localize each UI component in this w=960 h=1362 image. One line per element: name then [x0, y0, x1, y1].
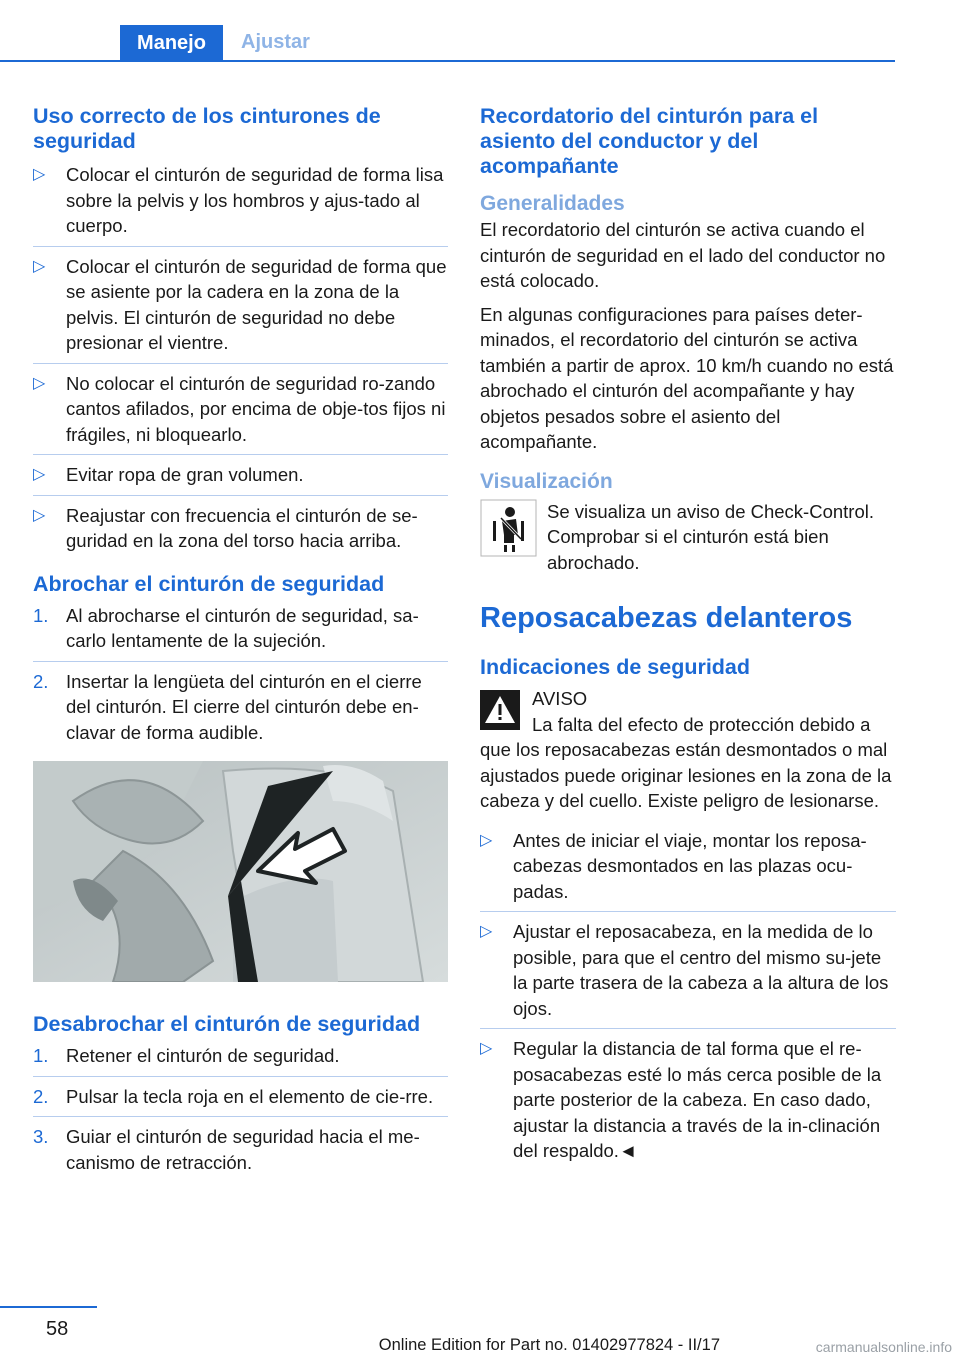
list-item-text: Regular la distancia de tal forma que el re-posacabezas esté lo más cerca posible de la parte posterior de la cabeza. En caso dado, ajustar la distancia a través de la in-clinación del respaldo.◄ [513, 1038, 882, 1161]
triangle-right-icon: ▷ [33, 374, 46, 392]
edition-note: Online Edition for Part no. 01402977824 - II/17 [378, 1336, 720, 1354]
seat-illustration [33, 761, 448, 982]
divider [480, 1028, 896, 1029]
display-text: Se visualiza un aviso de Check-Control. Comprobar si el cinturón está bien abrochado. [547, 500, 874, 573]
headrest-list [480, 828, 896, 1164]
list-item [33, 371, 448, 448]
step-number: 2. [33, 1085, 49, 1107]
divider [33, 1076, 448, 1077]
divider [480, 911, 896, 912]
seatbelt-warning-icon [480, 499, 537, 557]
list-item-text: Ajustar el reposacabeza, en la medida de lo posible, para que el centro del mismo su-jete la parte trasera de la cabeza a la altura de los ojos. [513, 921, 889, 1019]
triangle-right-icon: ▷ [33, 257, 46, 275]
divider [33, 363, 448, 364]
subsection-title-general: Generalidades [480, 192, 625, 215]
list-item [480, 1036, 896, 1164]
warning-text: La falta del efecto de protección debido a que los reposacabezas están desmontados o mal ajustados puede originar lesiones en la zona de la cabeza y del cuello. Existe peligro de lesionarse. [480, 713, 892, 811]
step-text: Insertar la lengüeta del cinturón en el cierre del cinturón. El cierre del cinturón debe en-clavar de forma audible. [66, 670, 422, 743]
step-item [33, 603, 448, 654]
list-item-text: No colocar el cinturón de seguridad ro-zando cantos afilados, por encima de obje-tos fijos ni frágiles, ni bloquearlo. [66, 372, 446, 445]
list-item [33, 254, 448, 356]
left-column [33, 100, 448, 1175]
fasten-steps [33, 603, 448, 746]
tab-bar-rule [0, 60, 895, 62]
list-item [33, 462, 448, 488]
list-item [33, 162, 448, 239]
list-item [33, 503, 448, 554]
paragraph-general-1: El recordatorio del cinturón se activa cuando el cinturón de seguridad en el lado del conductor no está colocado. [480, 219, 886, 291]
list-item [480, 919, 896, 1021]
step-item [33, 1124, 448, 1175]
step-item [33, 1084, 448, 1110]
triangle-right-icon: ▷ [480, 831, 493, 849]
divider [33, 1116, 448, 1117]
divider [33, 454, 448, 455]
step-number: 3. [33, 1126, 49, 1147]
list-item-text: Colocar el cinturón de seguridad de forma que se asiente por la cadera en la zona de la pelvis. El cinturón de seguridad no debe presionar el vientre. [66, 255, 447, 353]
step-text: Guiar el cinturón de seguridad hacia el me-canismo de retracción. [66, 1126, 420, 1173]
tab-ajustar-label: Ajustar [241, 31, 310, 53]
subsection-title-display: Visualización [480, 469, 613, 493]
list-item-text: Reajustar con frecuencia el cinturón de se-guridad en la zona del torso hacia arriba. [66, 504, 418, 551]
watermark: carmanualsonline.info [815, 1339, 952, 1355]
warning-label: AVISO [532, 688, 588, 709]
triangle-right-icon: ▷ [33, 466, 46, 483]
paragraph-general-2: En algunas configuraciones para países deter-minados, el recordatorio del cinturón se activa también a partir de aprox. 10 km/h cuando no está abrochado el cinturón del acompañante y hay objetos pesados sobre el asiento del acompañante. [480, 303, 894, 452]
step-number: 2. [33, 670, 49, 692]
triangle-right-icon: ▷ [480, 923, 493, 940]
step-number: 1. [33, 604, 49, 626]
list-item-text: Evitar ropa de gran volumen. [66, 464, 304, 485]
warning-triangle-icon [480, 690, 520, 730]
divider [33, 661, 448, 662]
list-item-text: Colocar el cinturón de seguridad de forma lisa sobre la pelvis y los hombros y ajus-tado al cuerpo. [66, 164, 444, 236]
step-text: Pulsar la tecla roja en el elemento de cie-rre. [66, 1085, 434, 1107]
divider [33, 246, 448, 247]
step-text: Retener el cinturón de seguridad. [66, 1045, 340, 1066]
list-item [480, 828, 896, 905]
divider [33, 495, 448, 496]
page-number: 58 [46, 1318, 69, 1340]
step-item [33, 1043, 448, 1069]
step-item [33, 669, 448, 746]
tab-manejo-label: Manejo [137, 32, 206, 54]
section-title-safety: Indicaciones de seguridad [480, 655, 751, 679]
section-title-fasten: Abrochar el cinturón de seguridad [33, 571, 385, 596]
triangle-right-icon: ▷ [33, 506, 46, 524]
section-title-reminder: Recordatorio del cinturón para el asiento del conductor y del acompañante [480, 104, 819, 178]
tab-manejo[interactable] [120, 25, 223, 62]
unfasten-steps [33, 1043, 448, 1175]
step-text: Al abrocharse el cinturón de seguridad, sa-carlo lentamente de la sujeción. [66, 604, 419, 651]
triangle-right-icon: ▷ [33, 166, 46, 183]
footer-rule [0, 1306, 97, 1308]
warning-block [480, 686, 896, 814]
list-item-text: Antes de iniciar el viaje, montar los reposa-cabezas desmontados en las plazas ocu-padas. [513, 829, 867, 902]
seatbelt-buckle-photo [33, 761, 448, 982]
triangle-right-icon: ▷ [480, 1040, 493, 1057]
display-row [480, 499, 896, 576]
right-column [480, 100, 896, 1164]
section-title-correct-use: Uso correcto de los cinturones de seguridad [33, 104, 381, 153]
chapter-title-headrests: Reposacabezas delanteros [480, 602, 853, 634]
section-title-unfasten: Desabrochar el cinturón de seguridad [33, 1012, 421, 1036]
correct-use-list [33, 162, 448, 554]
chapter-tab-bar [0, 25, 895, 62]
tab-ajustar[interactable] [241, 25, 310, 60]
step-number: 1. [33, 1045, 49, 1066]
